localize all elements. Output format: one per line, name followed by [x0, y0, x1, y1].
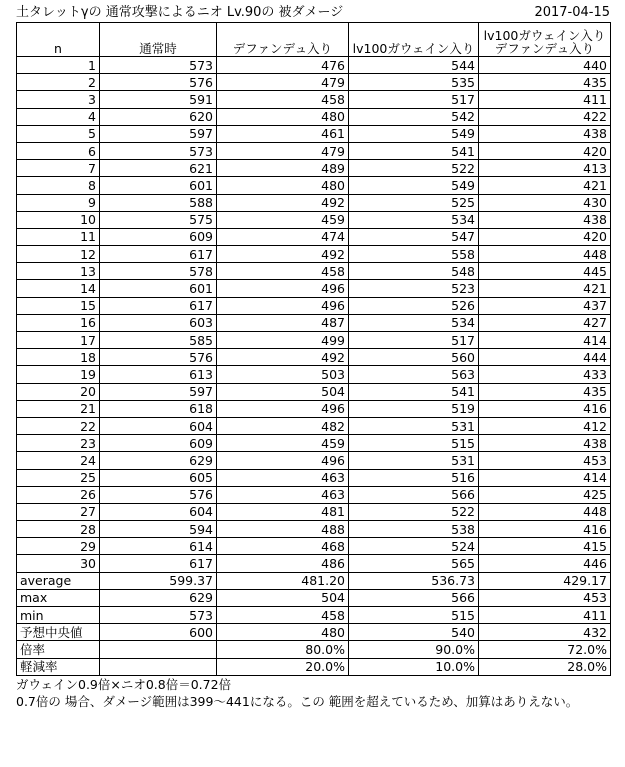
value-cell[interactable]: 558	[349, 246, 479, 263]
sheet-date[interactable]: 2017-04-15	[534, 5, 610, 20]
row-label-cell[interactable]: 28	[17, 521, 100, 538]
value-cell[interactable]: 614	[100, 538, 217, 555]
value-cell[interactable]: 549	[349, 177, 479, 194]
table-row	[17, 366, 611, 383]
value-cell[interactable]: 496	[217, 280, 349, 297]
table-row	[17, 452, 611, 469]
value-cell[interactable]: 609	[100, 228, 217, 245]
value-cell[interactable]: 468	[217, 538, 349, 555]
value-cell[interactable]: 541	[349, 142, 479, 159]
table-row	[17, 400, 611, 417]
value-cell[interactable]: 433	[479, 366, 611, 383]
value-cell[interactable]: 573	[100, 57, 217, 74]
header-gawain-defandeu-line2: デファンデュ入り	[494, 41, 595, 56]
row-label-cell[interactable]: 17	[17, 332, 100, 349]
row-label-cell[interactable]: 16	[17, 314, 100, 331]
value-cell[interactable]: 421	[479, 177, 611, 194]
value-cell[interactable]: 448	[479, 503, 611, 520]
value-cell[interactable]: 421	[479, 280, 611, 297]
table-row	[17, 177, 611, 194]
value-cell[interactable]: 540	[349, 624, 479, 641]
value-cell[interactable]: 531	[349, 417, 479, 434]
value-cell[interactable]: 515	[349, 607, 479, 624]
value-cell[interactable]: 629	[100, 589, 217, 606]
row-label-cell[interactable]: 24	[17, 452, 100, 469]
row-label-cell[interactable]: 26	[17, 486, 100, 503]
value-cell[interactable]: 534	[349, 211, 479, 228]
table-row	[17, 607, 611, 624]
value-cell[interactable]: 566	[349, 486, 479, 503]
value-cell[interactable]: 479	[217, 74, 349, 91]
row-label-cell[interactable]: 3	[17, 91, 100, 108]
value-cell[interactable]: 604	[100, 503, 217, 520]
value-cell[interactable]: 566	[349, 589, 479, 606]
value-cell[interactable]: 544	[349, 57, 479, 74]
value-cell[interactable]: 414	[479, 332, 611, 349]
value-cell[interactable]: 416	[479, 400, 611, 417]
table-row	[17, 297, 611, 314]
note-line-2[interactable]: 0.7倍の 場合、ダメージ範囲は399～441になる。この 範囲を超えているため、加算はありえない。	[16, 693, 579, 709]
table-row	[17, 503, 611, 520]
row-label-cell[interactable]: 5	[17, 125, 100, 142]
value-cell[interactable]: 517	[349, 91, 479, 108]
header-row	[17, 23, 611, 57]
row-label-cell[interactable]: 27	[17, 503, 100, 520]
value-cell[interactable]: 560	[349, 349, 479, 366]
value-cell[interactable]: 597	[100, 125, 217, 142]
table-row	[17, 194, 611, 211]
spreadsheet	[16, 4, 616, 710]
value-cell[interactable]: 524	[349, 538, 479, 555]
value-cell[interactable]: 438	[479, 125, 611, 142]
row-label-cell[interactable]: 25	[17, 469, 100, 486]
value-cell[interactable]: 617	[100, 297, 217, 314]
value-cell[interactable]: 480	[217, 177, 349, 194]
value-cell[interactable]: 420	[479, 228, 611, 245]
row-label-cell[interactable]: 軽減率	[17, 658, 100, 675]
table-row	[17, 332, 611, 349]
value-cell[interactable]: 10.0%	[349, 658, 479, 675]
value-cell[interactable]: 517	[349, 332, 479, 349]
table-row	[17, 589, 611, 606]
value-cell[interactable]: 432	[479, 624, 611, 641]
row-label-cell[interactable]: 7	[17, 160, 100, 177]
value-cell[interactable]: 597	[100, 383, 217, 400]
value-cell[interactable]: 480	[217, 108, 349, 125]
table-row	[17, 486, 611, 503]
value-cell[interactable]: 585	[100, 332, 217, 349]
value-cell[interactable]: 613	[100, 366, 217, 383]
value-cell[interactable]: 492	[217, 349, 349, 366]
value-cell[interactable]: 425	[479, 486, 611, 503]
value-cell[interactable]: 440	[479, 57, 611, 74]
value-cell[interactable]: 629	[100, 452, 217, 469]
value-cell[interactable]: 416	[479, 521, 611, 538]
value-cell[interactable]: 492	[217, 194, 349, 211]
value-cell[interactable]: 488	[217, 521, 349, 538]
value-cell[interactable]: 80.0%	[217, 641, 349, 658]
row-label-cell[interactable]: 11	[17, 228, 100, 245]
row-label-cell[interactable]: 19	[17, 366, 100, 383]
value-cell[interactable]: 523	[349, 280, 479, 297]
value-cell[interactable]: 617	[100, 555, 217, 572]
value-cell[interactable]: 504	[217, 589, 349, 606]
table-row	[17, 435, 611, 452]
table-row	[17, 108, 611, 125]
row-label-cell[interactable]: 8	[17, 177, 100, 194]
value-cell[interactable]: 445	[479, 263, 611, 280]
value-cell[interactable]: 72.0%	[479, 641, 611, 658]
value-cell[interactable]: 474	[217, 228, 349, 245]
value-cell[interactable]: 486	[217, 555, 349, 572]
value-cell[interactable]: 480	[217, 624, 349, 641]
table-row	[17, 469, 611, 486]
value-cell[interactable]: 420	[479, 142, 611, 159]
value-cell[interactable]: 496	[217, 400, 349, 417]
value-cell[interactable]: 20.0%	[217, 658, 349, 675]
value-cell[interactable]: 519	[349, 400, 479, 417]
note-line-1[interactable]: ガウェイン0.9倍×ニオ0.8倍＝0.72倍	[16, 676, 232, 692]
value-cell[interactable]: 463	[217, 469, 349, 486]
value-cell[interactable]: 549	[349, 125, 479, 142]
table-row	[17, 246, 611, 263]
value-cell[interactable]: 548	[349, 263, 479, 280]
value-cell[interactable]: 438	[479, 435, 611, 452]
row-label-cell[interactable]: 予想中央値	[17, 624, 100, 641]
value-cell[interactable]: 429.17	[479, 572, 611, 589]
table-row	[17, 125, 611, 142]
value-cell[interactable]: 481.20	[217, 572, 349, 589]
value-cell[interactable]: 565	[349, 555, 479, 572]
value-cell[interactable]: 446	[479, 555, 611, 572]
value-cell[interactable]: 481	[217, 503, 349, 520]
value-cell[interactable]: 617	[100, 246, 217, 263]
value-cell[interactable]: 411	[479, 91, 611, 108]
value-cell[interactable]: 605	[100, 469, 217, 486]
value-cell[interactable]: 437	[479, 297, 611, 314]
value-cell[interactable]: 576	[100, 486, 217, 503]
table-row	[17, 521, 611, 538]
value-cell[interactable]: 448	[479, 246, 611, 263]
table-row	[17, 383, 611, 400]
table-row	[17, 74, 611, 91]
value-cell[interactable]: 600	[100, 624, 217, 641]
value-cell[interactable]: 535	[349, 74, 479, 91]
value-cell[interactable]: 575	[100, 211, 217, 228]
value-cell[interactable]: 427	[479, 314, 611, 331]
value-cell[interactable]: 578	[100, 263, 217, 280]
value-cell[interactable]: 479	[217, 142, 349, 159]
value-cell[interactable]: 601	[100, 280, 217, 297]
value-cell[interactable]: 588	[100, 194, 217, 211]
value-cell[interactable]: 492	[217, 246, 349, 263]
value-cell[interactable]: 482	[217, 417, 349, 434]
table-row	[17, 314, 611, 331]
table-row	[17, 624, 611, 641]
header-gawain-defandeu[interactable]	[479, 23, 611, 57]
row-label-cell[interactable]: 22	[17, 417, 100, 434]
damage-table	[16, 22, 611, 676]
value-cell[interactable]: 576	[100, 349, 217, 366]
title-row	[16, 4, 616, 22]
value-cell[interactable]: 534	[349, 314, 479, 331]
value-cell[interactable]: 499	[217, 332, 349, 349]
table-row	[17, 555, 611, 572]
row-label-cell[interactable]: min	[17, 607, 100, 624]
row-label-cell[interactable]: 14	[17, 280, 100, 297]
value-cell[interactable]: 603	[100, 314, 217, 331]
value-cell[interactable]: 476	[217, 57, 349, 74]
table-row	[17, 538, 611, 555]
value-cell[interactable]: 604	[100, 417, 217, 434]
value-cell[interactable]: 412	[479, 417, 611, 434]
row-label-cell[interactable]: max	[17, 589, 100, 606]
value-cell[interactable]: 435	[479, 74, 611, 91]
value-cell[interactable]	[100, 658, 217, 675]
value-cell[interactable]: 525	[349, 194, 479, 211]
value-cell[interactable]: 522	[349, 160, 479, 177]
row-label-cell[interactable]: 23	[17, 435, 100, 452]
row-label-cell[interactable]: average	[17, 572, 100, 589]
header-gawain-defandeu-line1: lv100ガウェイン入り	[483, 28, 606, 43]
row-label-cell[interactable]: 12	[17, 246, 100, 263]
value-cell[interactable]: 504	[217, 383, 349, 400]
value-cell[interactable]: 463	[217, 486, 349, 503]
value-cell[interactable]: 444	[479, 349, 611, 366]
value-cell[interactable]: 620	[100, 108, 217, 125]
row-label-cell[interactable]: 18	[17, 349, 100, 366]
value-cell[interactable]: 458	[217, 607, 349, 624]
row-label-cell[interactable]: 21	[17, 400, 100, 417]
value-cell[interactable]: 496	[217, 297, 349, 314]
value-cell[interactable]: 515	[349, 435, 479, 452]
value-cell[interactable]: 435	[479, 383, 611, 400]
table-row	[17, 228, 611, 245]
sheet-title[interactable]: 土タレットγの 通常攻撃によるニオ Lv.90の 被ダメージ	[16, 5, 344, 20]
value-cell[interactable]: 487	[217, 314, 349, 331]
table-row	[17, 572, 611, 589]
table-row	[17, 658, 611, 675]
row-label-cell[interactable]: 6	[17, 142, 100, 159]
table-row	[17, 142, 611, 159]
value-cell[interactable]: 618	[100, 400, 217, 417]
value-cell[interactable]: 453	[479, 589, 611, 606]
header-defandeu[interactable]: デファンデュ入り	[217, 23, 349, 57]
row-label-cell[interactable]: 20	[17, 383, 100, 400]
table-row	[17, 349, 611, 366]
header-n[interactable]: n	[17, 23, 100, 57]
header-normal[interactable]: 通常時	[100, 23, 217, 57]
table-row	[17, 91, 611, 108]
value-cell[interactable]: 599.37	[100, 572, 217, 589]
value-cell[interactable]: 459	[217, 435, 349, 452]
value-cell[interactable]: 576	[100, 74, 217, 91]
value-cell[interactable]: 459	[217, 211, 349, 228]
row-label-cell[interactable]: 4	[17, 108, 100, 125]
value-cell[interactable]: 594	[100, 521, 217, 538]
value-cell[interactable]	[100, 641, 217, 658]
row-label-cell[interactable]: 9	[17, 194, 100, 211]
value-cell[interactable]: 541	[349, 383, 479, 400]
value-cell[interactable]: 458	[217, 91, 349, 108]
value-cell[interactable]: 430	[479, 194, 611, 211]
value-cell[interactable]: 591	[100, 91, 217, 108]
value-cell[interactable]: 621	[100, 160, 217, 177]
row-label-cell[interactable]: 30	[17, 555, 100, 572]
table-row	[17, 641, 611, 658]
value-cell[interactable]: 503	[217, 366, 349, 383]
row-label-cell[interactable]: 2	[17, 74, 100, 91]
value-cell[interactable]: 601	[100, 177, 217, 194]
value-cell[interactable]: 542	[349, 108, 479, 125]
row-label-cell[interactable]: 29	[17, 538, 100, 555]
value-cell[interactable]: 522	[349, 503, 479, 520]
value-cell[interactable]: 531	[349, 452, 479, 469]
value-cell[interactable]: 411	[479, 607, 611, 624]
value-cell[interactable]: 536.73	[349, 572, 479, 589]
value-cell[interactable]: 489	[217, 160, 349, 177]
table-row	[17, 280, 611, 297]
value-cell[interactable]: 573	[100, 607, 217, 624]
value-cell[interactable]: 461	[217, 125, 349, 142]
value-cell[interactable]: 453	[479, 452, 611, 469]
value-cell[interactable]: 496	[217, 452, 349, 469]
row-label-cell[interactable]: 10	[17, 211, 100, 228]
value-cell[interactable]: 573	[100, 142, 217, 159]
value-cell[interactable]: 415	[479, 538, 611, 555]
value-cell[interactable]: 609	[100, 435, 217, 452]
value-cell[interactable]: 413	[479, 160, 611, 177]
table-row	[17, 57, 611, 74]
table-row	[17, 417, 611, 434]
value-cell[interactable]: 422	[479, 108, 611, 125]
value-cell[interactable]: 90.0%	[349, 641, 479, 658]
value-cell[interactable]: 28.0%	[479, 658, 611, 675]
table-row	[17, 160, 611, 177]
value-cell[interactable]: 438	[479, 211, 611, 228]
value-cell[interactable]: 547	[349, 228, 479, 245]
table-row	[17, 211, 611, 228]
row-label-cell[interactable]: 1	[17, 57, 100, 74]
row-label-cell[interactable]: 13	[17, 263, 100, 280]
value-cell[interactable]: 526	[349, 297, 479, 314]
value-cell[interactable]: 414	[479, 469, 611, 486]
table-row	[17, 263, 611, 280]
value-cell[interactable]: 458	[217, 263, 349, 280]
row-label-cell[interactable]: 倍率	[17, 641, 100, 658]
value-cell[interactable]: 516	[349, 469, 479, 486]
value-cell[interactable]: 538	[349, 521, 479, 538]
header-gawain[interactable]: lv100ガウェイン入り	[349, 23, 479, 57]
row-label-cell[interactable]: 15	[17, 297, 100, 314]
value-cell[interactable]: 563	[349, 366, 479, 383]
